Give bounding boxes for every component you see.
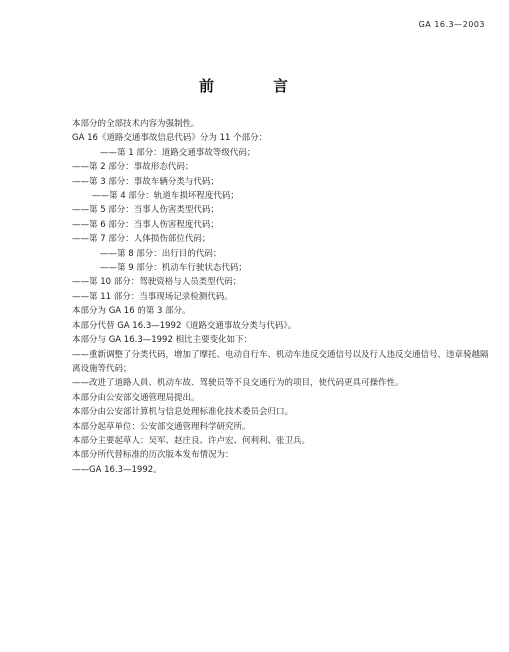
list-item: ——第 11 部分：当事现场记录检测代码。 <box>72 291 233 302</box>
list-item: ——改进了道路人員、机动车故、驾驶员等不良交通行为的项目，使代码更具可操作性。 <box>72 378 404 389</box>
paragraph-line: 本部分与 GA 16.3—1992 相比主要变化如下： <box>72 335 253 346</box>
page-title: 前 言 <box>198 77 310 95</box>
list-item: ——第 3 部分：事故车辆分类与代码； <box>72 176 219 187</box>
paragraph-line: 本部分为 GA 16 的第 3 部分。 <box>72 306 191 317</box>
paragraph-line: GA 16《道路交通事故信息代码》分为 11 个部分： <box>72 133 268 144</box>
standard-code: GA 16.3—2003 <box>418 20 485 29</box>
list-item: ——第 2 部分：事故形态代码； <box>72 162 194 173</box>
foreword-body <box>72 117 492 477</box>
paragraph-line: 本部分起草单位：公安部交通管理科学研究所。 <box>72 421 251 432</box>
list-item: ——GA 16.3—1992。 <box>72 464 162 475</box>
list-item: ——第 5 部分：当事人伤害类型代码； <box>72 205 219 216</box>
list-item: ——第 10 部分：驾驶资格与人员类型代码； <box>72 277 242 288</box>
paragraph-line: 本部分的全部技术内容为强制性。 <box>72 119 200 129</box>
list-item: ——第 1 部分：道路交通事故等级代码； <box>100 147 256 158</box>
paragraph-line: 本部分由公安部交通管理局提出。 <box>72 392 200 403</box>
paragraph-line: 本部分由公安部计算机与信息处理标准化技术委员会归口。 <box>72 407 294 418</box>
paragraph-line: 本部分所代替标准的历次版本发布情况为： <box>72 450 234 461</box>
list-item: ——第 9 部分：机动车行驶状态代码； <box>100 263 247 274</box>
list-item: ——第 4 部分：轨道车损坏程度代码； <box>92 191 239 202</box>
paragraph-line: 本部分主要起草人：吴军、赵庄良、许卢宏、何利利、张卫兵。 <box>72 435 311 446</box>
list-item: ——重新调整了分类代码，增加了摩托、电动自行车、机动车违反交通信号以及行人违反交通信号、违章骑越隔离设施等代码； <box>72 349 489 374</box>
list-item: ——第 6 部分：当事人伤害程度代码； <box>72 219 219 230</box>
list-item: ——第 8 部分：出行目的代码； <box>100 248 222 259</box>
list-item: ——第 7 部分：人体损伤部位代码； <box>72 234 211 245</box>
paragraph-line: 本部分代替 GA 16.3—1992《道路交通事故分类与代码》。 <box>72 320 297 331</box>
